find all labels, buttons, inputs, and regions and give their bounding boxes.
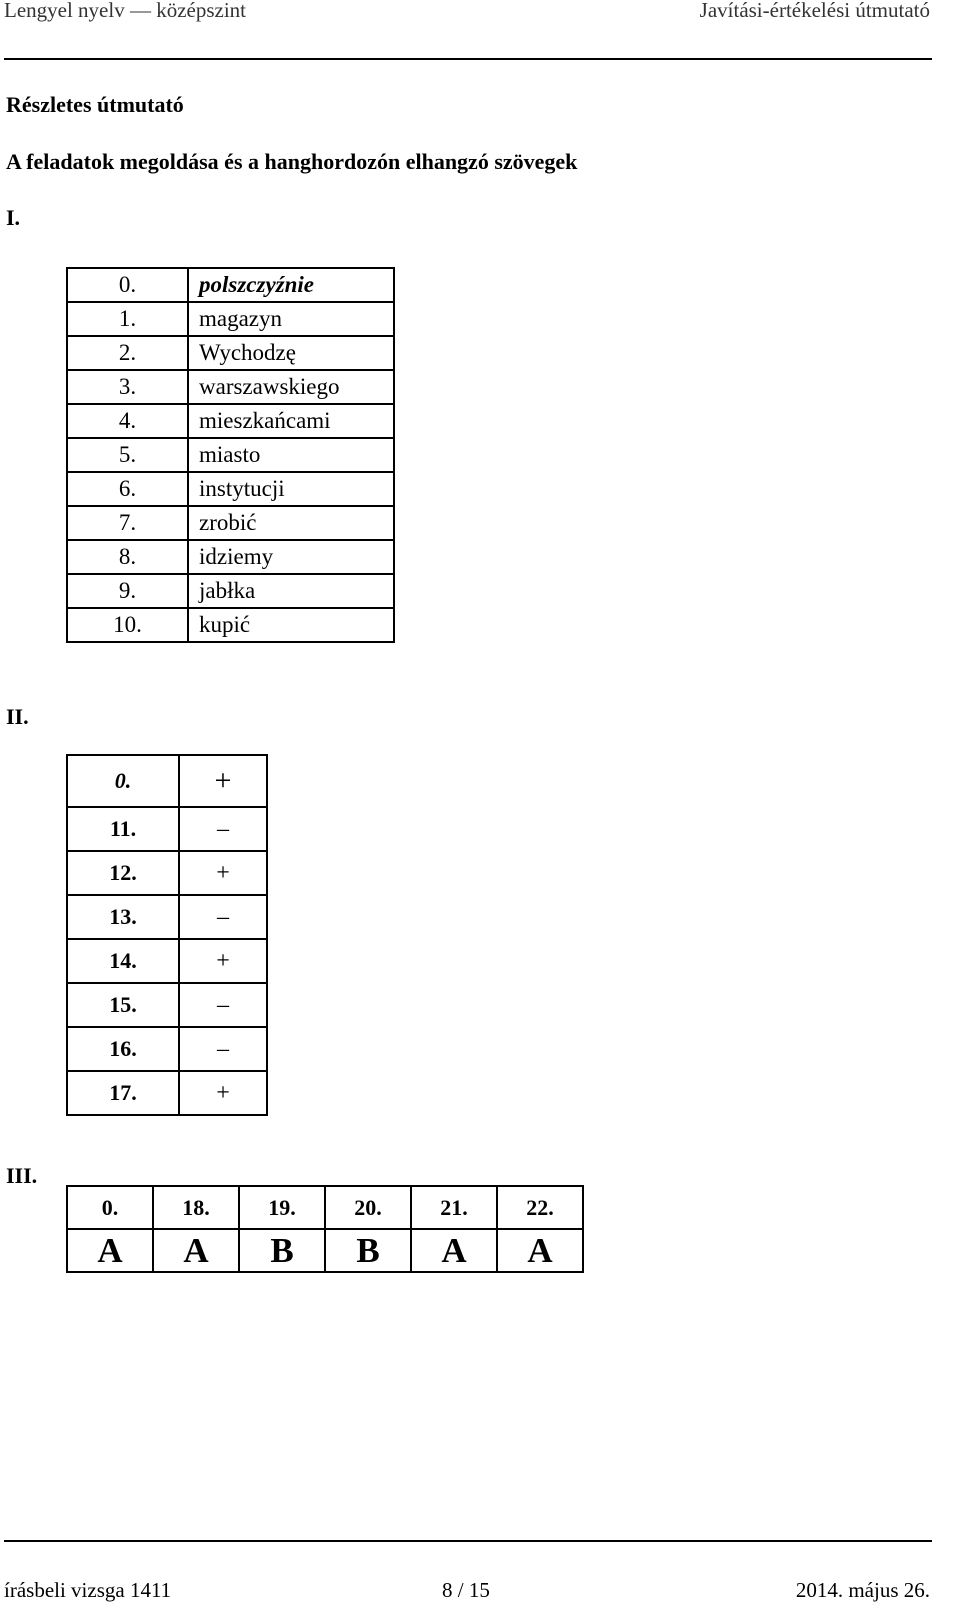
item-number: 14.: [67, 939, 179, 983]
item-number: 5.: [67, 438, 188, 472]
table-row: [67, 574, 394, 608]
item-number: 0.: [67, 1186, 153, 1229]
answer-table-3: [66, 1185, 584, 1273]
item-number: 10.: [67, 608, 188, 642]
table-row: [67, 370, 394, 404]
answer-word: idziemy: [188, 540, 394, 574]
table-row: [67, 755, 267, 807]
table-row: [67, 1071, 267, 1115]
item-number: 7.: [67, 506, 188, 540]
header-divider: [4, 58, 932, 60]
section-label-1: I.: [6, 205, 21, 230]
item-number: 15.: [67, 983, 179, 1027]
item-number: 13.: [67, 895, 179, 939]
table-row: [67, 540, 394, 574]
answer-letter: B: [325, 1229, 411, 1272]
item-number: 4.: [67, 404, 188, 438]
item-number: 17.: [67, 1071, 179, 1115]
answer-word: miasto: [188, 438, 394, 472]
page-subtitle: A feladatok megoldása és a hanghordozón elhangzó szövegek: [6, 149, 578, 174]
page-number: 8 / 15: [442, 1578, 490, 1602]
answer-sign: +: [179, 1071, 267, 1115]
header-left: Lengyel nyelv — középszint: [4, 0, 247, 22]
item-number: 19.: [239, 1186, 325, 1229]
table-row: [67, 506, 394, 540]
header-right: Javítási-értékelési útmutató: [699, 0, 930, 22]
answer-word: polszczyźnie: [188, 268, 394, 302]
answer-table-1: [66, 267, 395, 643]
answer-sign: –: [179, 895, 267, 939]
item-number: 21.: [411, 1186, 497, 1229]
answer-letter: B: [239, 1229, 325, 1272]
answer-word: Wychodzę: [188, 336, 394, 370]
item-number: 11.: [67, 807, 179, 851]
item-number: 8.: [67, 540, 188, 574]
answer-letter: A: [497, 1229, 583, 1272]
item-number: 0.: [67, 755, 179, 807]
item-number: 20.: [325, 1186, 411, 1229]
table-row: [67, 472, 394, 506]
answer-word: zrobić: [188, 506, 394, 540]
item-number: 1.: [67, 302, 188, 336]
footer-divider: [4, 1540, 932, 1542]
answer-table-2: [66, 754, 268, 1116]
answer-sign: –: [179, 807, 267, 851]
table-row: [67, 1186, 583, 1229]
section-label-3: III.: [6, 1163, 38, 1188]
table-row: [67, 438, 394, 472]
table-row: [67, 939, 267, 983]
item-number: 6.: [67, 472, 188, 506]
answer-word: mieszkańcami: [188, 404, 394, 438]
answer-letter: A: [153, 1229, 239, 1272]
table-row: [67, 983, 267, 1027]
item-number: 22.: [497, 1186, 583, 1229]
footer-date: 2014. május 26.: [795, 1578, 930, 1602]
table-row: [67, 336, 394, 370]
footer-left: írásbeli vizsga 1411: [4, 1578, 172, 1602]
answer-sign: –: [179, 983, 267, 1027]
answer-word: warszawskiego: [188, 370, 394, 404]
item-number: 12.: [67, 851, 179, 895]
item-number: 16.: [67, 1027, 179, 1071]
table-row: [67, 1229, 583, 1272]
answer-word: instytucji: [188, 472, 394, 506]
table-row: [67, 807, 267, 851]
answer-word: jabłka: [188, 574, 394, 608]
table-row: [67, 302, 394, 336]
answer-word: kupić: [188, 608, 394, 642]
table-row: [67, 608, 394, 642]
answer-sign: +: [179, 851, 267, 895]
item-number: 9.: [67, 574, 188, 608]
answer-sign: +: [179, 939, 267, 983]
table-row: [67, 1027, 267, 1071]
answer-sign: –: [179, 1027, 267, 1071]
item-number: 18.: [153, 1186, 239, 1229]
item-number: 2.: [67, 336, 188, 370]
answer-word: magazyn: [188, 302, 394, 336]
table-row: [67, 895, 267, 939]
answer-letter: A: [67, 1229, 153, 1272]
table-row: [67, 404, 394, 438]
table-row: [67, 268, 394, 302]
page-title: Részletes útmutató: [6, 92, 184, 117]
section-label-2: II.: [6, 704, 29, 729]
table-row: [67, 851, 267, 895]
item-number: 0.: [67, 268, 188, 302]
answer-sign: +: [179, 755, 267, 807]
item-number: 3.: [67, 370, 188, 404]
answer-letter: A: [411, 1229, 497, 1272]
